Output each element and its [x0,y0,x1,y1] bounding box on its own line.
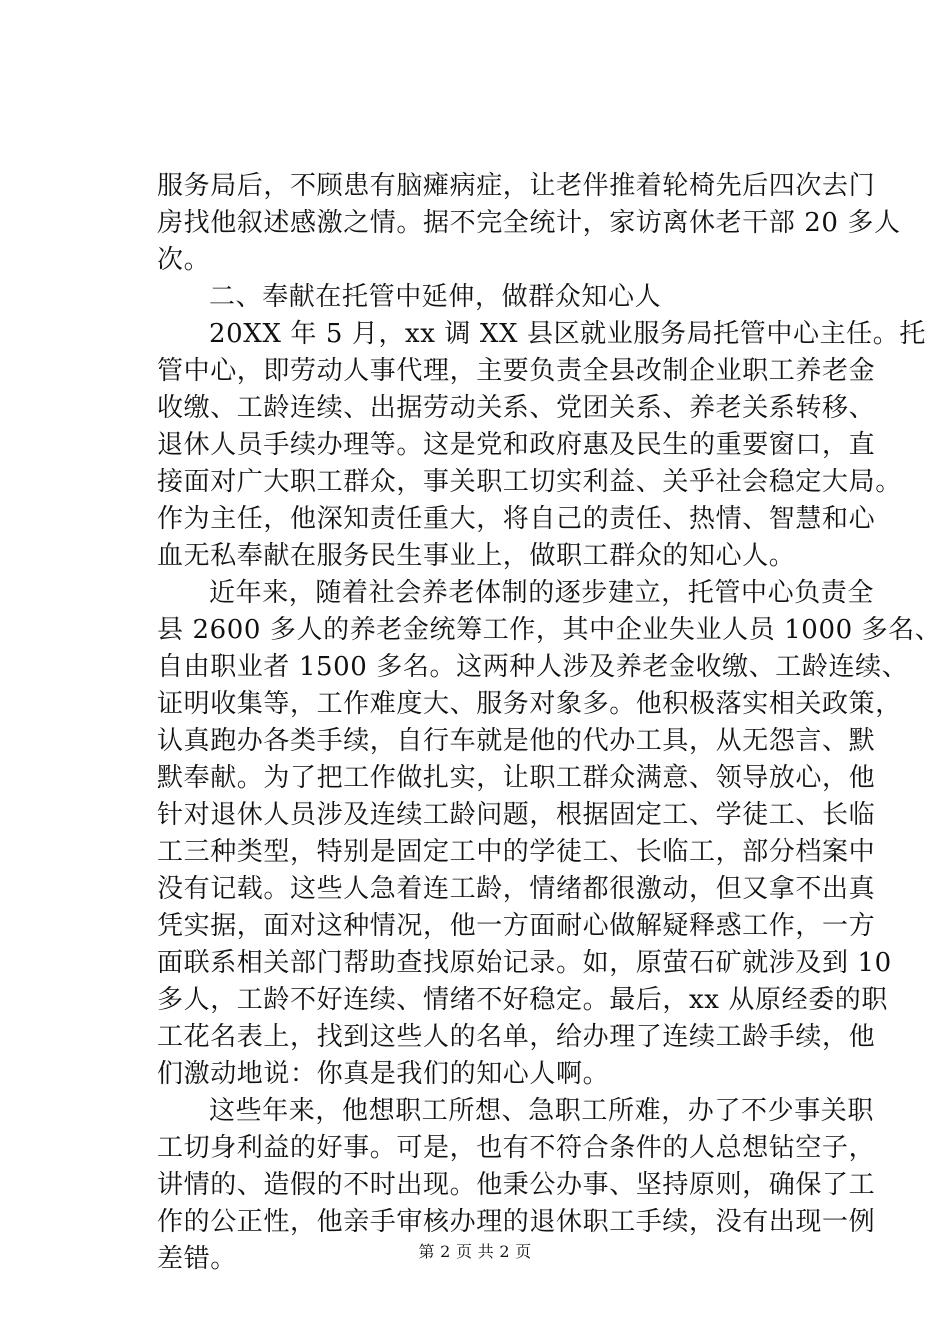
text-line: 血无私奉献在服务民生事业上，做职工群众的知心人。 [157,541,796,571]
text-line: 作为主任，他深知责任重大，将自己的责任、热情、智慧和心 [157,504,876,534]
text-line: 房找他叙述感激之情。据不完全统计，家访离休老干部 20 多人 [157,208,901,238]
text-line: 接面对广大职工群众，事关职工切实利益、关乎社会稳定大局。 [157,467,902,497]
text-line: 作的公正性，他亲手审核办理的退休职工手续，没有出现一例 [157,1207,876,1237]
text-line: 二、奉献在托管中延伸，做群众知心人 [209,282,662,312]
text-line: 差错。 [157,1244,237,1274]
text-line: 讲情的、造假的不时出现。他秉公办事、坚持原则，确保了工 [157,1170,876,1200]
text-line: 没有记载。这些人急着连工龄，情绪都很激动，但又拿不出真 [157,874,876,904]
text-line: 这些年来，他想职工所想、急职工所难，办了不少事关职 [209,1096,875,1126]
text-line: 凭实据，面对这种情况，他一方面耐心做解疑释惑工作，一方 [157,911,876,941]
text-line: 服务局后，不顾患有脑瘫病症，让老伴推着轮椅先后四次去门 [157,171,876,201]
text-line: 多人，工龄不好连续、情绪不好稳定。最后，xx 从原经委的职 [157,985,888,1015]
text-line: 们激动地说：你真是我们的知心人啊。 [157,1059,610,1089]
text-line: 默奉献。为了把工作做扎实，让职工群众满意、领导放心，他 [157,763,876,793]
text-line: 退休人员手续办理等。这是党和政府惠及民生的重要窗口，直 [157,430,876,460]
text-line: 20XX 年 5 月，xx 调 XX 县区就业服务局托管中心主任。托 [209,319,926,349]
text-line: 县 2600 多人的养老金统筹工作，其中企业失业人员 1000 多名、 [157,615,942,645]
text-line: 针对退休人员涉及连续工龄问题，根据固定工、学徒工、长临 [157,800,876,830]
page-footer: 第 2 页 共 2 页 [418,1242,532,1261]
text-line: 近年来，随着社会养老体制的逐步建立，托管中心负责全 [209,578,875,608]
text-line: 证明收集等，工作难度大、服务对象多。他积极落实相关政策， [157,689,902,719]
text-line: 次。 [157,245,211,275]
text-line: 工切身利益的好事。可是，也有不符合条件的人总想钻空子， [157,1133,876,1163]
text-line: 工三种类型，特别是固定工中的学徒工、长临工，部分档案中 [157,837,876,867]
text-line: 面联系相关部门帮助查找原始记录。如，原萤石矿就涉及到 10 [157,948,892,978]
text-line: 收缴、工龄连续、出据劳动关系、党团关系、养老关系转移、 [157,393,876,423]
text-line: 自由职业者 1500 多名。这两种人涉及养老金收缴、工龄连续、 [157,652,909,682]
text-line: 工花名表上，找到这些人的名单，给办理了连续工龄手续，他 [157,1022,876,1052]
text-line: 认真跑办各类手续，自行车就是他的代办工具，从无怨言、默 [157,726,876,756]
document-body [157,168,942,1278]
text-line: 管中心，即劳动人事代理，主要负责全县改制企业职工养老金 [157,356,876,386]
